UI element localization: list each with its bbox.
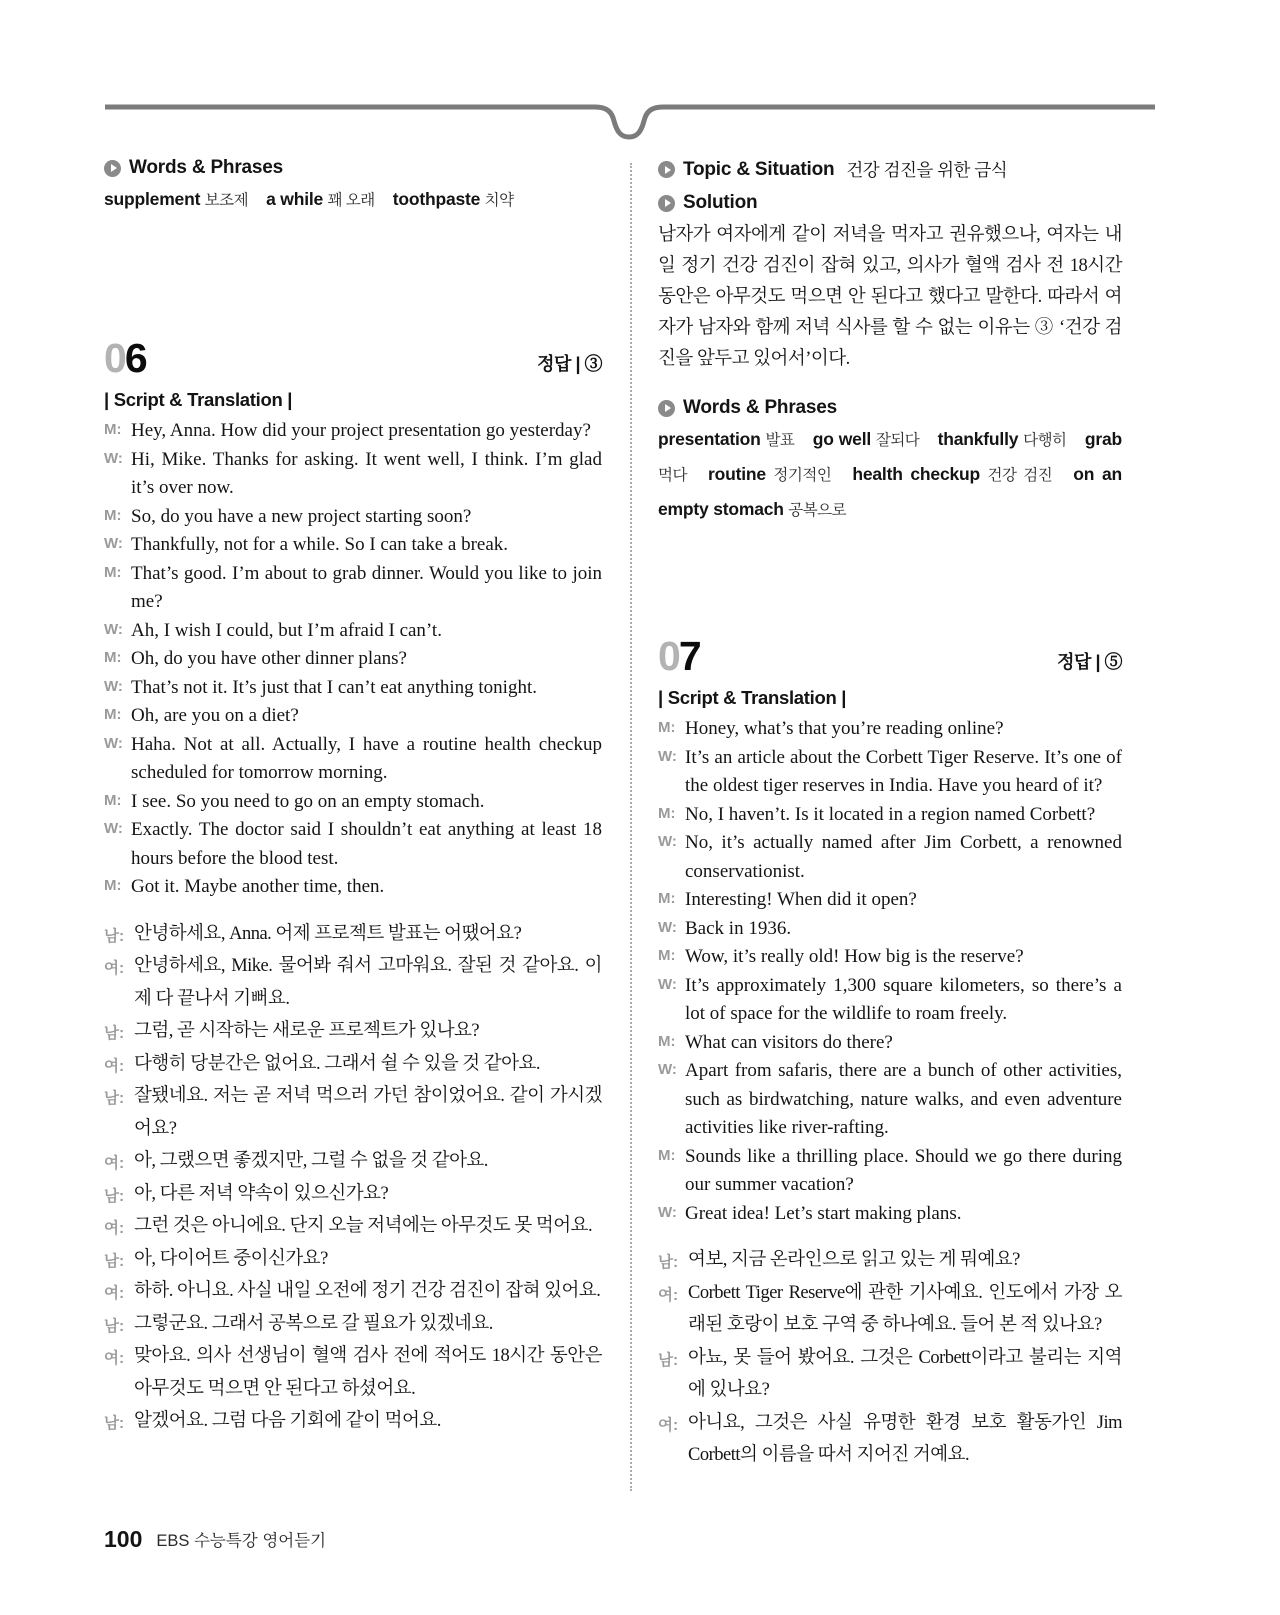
dialogue-text: Oh, are you on a diet? bbox=[131, 705, 299, 726]
question-number-zero: 0 bbox=[104, 335, 125, 381]
question-number-zero: 0 bbox=[658, 633, 679, 679]
word-ko: 발표 bbox=[765, 432, 795, 449]
dialogue-line bbox=[658, 886, 1122, 915]
dialogue-text: 여보, 지금 온라인으로 읽고 있는 게 뭐예요? bbox=[688, 1250, 1020, 1270]
dialogue-text: 안녕하세요, Mike. 물어봐 줘서 고마워요. 잘된 것 같아요. 이제 다 끝나서 기뻐요. bbox=[134, 956, 602, 1009]
word-pair bbox=[852, 464, 1053, 484]
speaker-label: 여: bbox=[104, 1350, 125, 1367]
dialogue-line bbox=[104, 645, 602, 674]
word-en: routine bbox=[708, 464, 766, 484]
dialogue-line bbox=[104, 1340, 602, 1405]
speaker-label: M: bbox=[658, 804, 676, 822]
dialogue-line bbox=[658, 829, 1122, 886]
dialogue-line bbox=[104, 1275, 602, 1308]
speaker-label: 남: bbox=[104, 1317, 125, 1335]
dialogue-korean-07 bbox=[658, 1244, 1122, 1472]
dialogue-text: Got it. Maybe another time, then. bbox=[131, 876, 385, 897]
dialogue-text: 그럼, 곧 시작하는 새로운 프로젝트가 있나요? bbox=[134, 1021, 480, 1041]
book-title: EBS 수능특강 영어듣기 bbox=[156, 1532, 327, 1550]
word-en: go well bbox=[812, 429, 872, 449]
dialogue-text: Great idea! Let’s start making plans. bbox=[685, 1202, 962, 1224]
play-icon bbox=[658, 161, 675, 178]
word-en: toothpaste bbox=[392, 189, 481, 209]
speaker-label: W: bbox=[658, 918, 677, 936]
dialogue-text: 맞아요. 의사 선생님이 혈액 검사 전에 적어도 18시간 동안은 아무것도 먹으면 안 된다고 하셨어요. bbox=[134, 1346, 602, 1399]
dialogue-text: Haha. Not at all. Actually, I have a routine health checkup scheduled for tomorrow morning. bbox=[131, 733, 602, 783]
dialogue-line bbox=[658, 744, 1122, 801]
dialogue-text: Honey, what’s that you’re reading online? bbox=[685, 718, 1004, 739]
script-translation-heading-06: | Script & Translation | bbox=[104, 389, 293, 410]
word-en: a while bbox=[266, 189, 324, 209]
word-pair bbox=[104, 189, 249, 209]
dialogue-line bbox=[104, 1243, 602, 1276]
word-en: on an empty stomach bbox=[658, 464, 1123, 519]
word-ko: 잘되다 bbox=[875, 432, 920, 449]
speaker-label: W: bbox=[658, 1061, 677, 1078]
dialogue-text: Exactly. The doctor said I shouldn’t eat anything at least 18 hours before the blood test. bbox=[131, 819, 602, 869]
speaker-label: 여: bbox=[104, 1220, 125, 1237]
dialogue-text: 그렇군요. 그래서 공복으로 갈 필요가 있겠네요. bbox=[134, 1313, 493, 1334]
dialogue-line bbox=[104, 816, 602, 873]
dialogue-line bbox=[104, 417, 602, 446]
dialogue-line bbox=[658, 715, 1122, 744]
speaker-label: 남: bbox=[104, 1415, 125, 1432]
dialogue-line bbox=[104, 918, 602, 951]
dialogue-text: 안녕하세요, Anna. 어제 프로젝트 발표는 어땠어요? bbox=[134, 923, 522, 944]
dialogue-english-06 bbox=[104, 417, 602, 902]
speaker-label: 여: bbox=[104, 1155, 125, 1172]
word-en: thankfully bbox=[937, 429, 1019, 449]
speaker-label: 남: bbox=[658, 1254, 679, 1271]
dialogue-line bbox=[104, 674, 602, 703]
dialogue-text: Interesting! When did it open? bbox=[685, 889, 917, 910]
speaker-label: 남: bbox=[104, 1090, 125, 1107]
dialogue-text: 아니요, 그것은 사실 유명한 환경 보호 활동가인 Jim Corbett의 이름을 따서 지어진 거예요. bbox=[688, 1412, 1122, 1465]
speaker-label: W: bbox=[104, 535, 123, 552]
dialogue-text: Hey, Anna. How did your project presentation go yesterday? bbox=[131, 420, 591, 441]
question-07-header bbox=[658, 633, 1122, 679]
dialogue-text: 하하. 아니요. 사실 내일 오전에 정기 건강 검진이 잡혀 있어요. bbox=[134, 1281, 601, 1301]
words-phrases-heading-right bbox=[658, 397, 1122, 419]
speaker-label: M: bbox=[104, 649, 122, 666]
speaker-label: 남: bbox=[658, 1351, 679, 1369]
solution-heading bbox=[658, 192, 1122, 214]
dialogue-english-07 bbox=[658, 715, 1122, 1228]
dialogue-line bbox=[104, 446, 602, 503]
question-06-header bbox=[104, 335, 602, 381]
speaker-label: M: bbox=[658, 1146, 676, 1164]
dialogue-line bbox=[104, 1080, 602, 1145]
speaker-label: M: bbox=[658, 890, 676, 907]
speaker-label: W: bbox=[658, 747, 677, 765]
word-en: presentation bbox=[658, 429, 761, 449]
right-column bbox=[658, 157, 1122, 1472]
dialogue-text: Hi, Mike. Thanks for asking. It went well, I think. I’m glad it’s over now. bbox=[131, 448, 602, 498]
dialogue-text: Wow, it’s really old! How big is the reserve? bbox=[685, 946, 1024, 967]
answer-badge-07: 정답 | ⑤ bbox=[1057, 652, 1122, 672]
speaker-label: W: bbox=[658, 833, 677, 850]
word-pair bbox=[392, 189, 514, 209]
dialogue-text: What can visitors do there? bbox=[685, 1031, 893, 1053]
speaker-label: W: bbox=[104, 449, 123, 467]
word-ko: 보조제 bbox=[204, 192, 249, 209]
speaker-label: W: bbox=[104, 820, 123, 837]
dialogue-line bbox=[658, 915, 1122, 944]
dialogue-text: No, it’s actually named after Jim Corbett, a renowned conservationist. bbox=[685, 832, 1122, 882]
word-en: grab bbox=[1084, 429, 1122, 449]
dialogue-line bbox=[104, 788, 602, 817]
left-column bbox=[104, 157, 602, 1438]
dialogue-line bbox=[658, 1277, 1122, 1342]
word-pair bbox=[266, 189, 375, 209]
dialogue-line bbox=[104, 1308, 602, 1341]
answer-badge-06: 정답 | ③ bbox=[537, 354, 602, 374]
dialogue-line bbox=[104, 560, 602, 617]
dialogue-line bbox=[658, 972, 1122, 1029]
speaker-label: 남: bbox=[104, 1252, 125, 1270]
question-number-06 bbox=[104, 335, 146, 381]
speaker-label: M: bbox=[104, 706, 122, 723]
dialogue-text: 알겠어요. 그럼 다음 기회에 같이 먹어요. bbox=[134, 1411, 441, 1431]
dialogue-text: It’s approximately 1,300 square kilometers, so there’s a lot of space for the wildlife to roam freely. bbox=[685, 974, 1122, 1024]
page-number: 100 bbox=[104, 1526, 143, 1552]
word-pair bbox=[658, 429, 795, 449]
word-pair bbox=[708, 464, 832, 484]
dialogue-text: Corbett Tiger Reserve에 관한 기사예요. 인도에서 가장 오래된 호랑이 보호 구역 중 하나예요. 들어 본 적 있나요? bbox=[688, 1282, 1122, 1335]
dialogue-korean-06 bbox=[104, 918, 602, 1438]
dialogue-text: 아, 다이어트 중이신가요? bbox=[134, 1248, 328, 1269]
column-divider bbox=[630, 163, 632, 1491]
play-icon bbox=[104, 160, 121, 177]
question-number-digit: 6 bbox=[124, 335, 146, 381]
word-pair bbox=[937, 429, 1067, 449]
dialogue-line bbox=[658, 1244, 1122, 1277]
speaker-label: M: bbox=[104, 791, 122, 809]
dialogue-text: Sounds like a thrilling place. Should we go there during our summer vacation? bbox=[685, 1145, 1122, 1195]
dialogue-text: That’s not it. It’s just that I can’t eat anything tonight. bbox=[131, 676, 537, 698]
solution-text: 남자가 여자에게 같이 저녁을 먹자고 권유했으나, 여자는 내일 정기 건강 검진이 잡혀 있고, 의사가 혈액 검사 전 18시간 동안은 아무것도 먹으면 안 된다고 했다고 말한다. 따라서 여자가 남자와 함께 저녁 식사를 할 수 없는 이유는 ③ ‘건강 검진을 앞두고 있어서’이다. bbox=[658, 225, 1122, 369]
dialogue-text: 아, 그랬으면 좋겠지만, 그럴 수 없을 것 같아요. bbox=[134, 1151, 488, 1171]
topic-situation-heading bbox=[658, 157, 1122, 182]
speaker-label: M: bbox=[658, 1032, 676, 1050]
speaker-label: W: bbox=[104, 620, 123, 638]
word-ko: 정기적인 bbox=[773, 467, 832, 484]
speaker-label: W: bbox=[658, 975, 677, 993]
dialogue-line bbox=[658, 801, 1122, 830]
dialogue-line bbox=[104, 731, 602, 788]
word-ko: 공복으로 bbox=[788, 502, 847, 519]
question-number-07 bbox=[658, 633, 700, 679]
speaker-label: W: bbox=[658, 1203, 677, 1221]
dialogue-line bbox=[104, 1210, 602, 1243]
speaker-label: 여: bbox=[104, 960, 125, 977]
dialogue-line bbox=[658, 1407, 1122, 1472]
dialogue-line bbox=[658, 1200, 1122, 1229]
word-en: health checkup bbox=[852, 464, 980, 484]
speaker-label: M: bbox=[658, 719, 676, 736]
words-phrases-heading-left bbox=[104, 157, 602, 179]
word-ko: 먹다 bbox=[658, 467, 687, 484]
dialogue-text: 아, 다른 저녁 약속이 있으신가요? bbox=[134, 1183, 389, 1204]
dialogue-text: 그런 것은 아니에요. 단지 오늘 저녁에는 아무것도 못 먹어요. bbox=[134, 1216, 593, 1236]
dialogue-line bbox=[104, 1015, 602, 1048]
dialogue-line bbox=[104, 1145, 602, 1178]
dialogue-line bbox=[104, 702, 602, 731]
dialogue-text: So, do you have a new project starting soon? bbox=[131, 505, 472, 527]
dialogue-text: Back in 1936. bbox=[685, 917, 792, 939]
word-ko: 치약 bbox=[484, 192, 514, 209]
dialogue-line bbox=[104, 1048, 602, 1081]
question-number-digit: 7 bbox=[678, 633, 700, 679]
dialogue-line bbox=[104, 617, 602, 646]
section-title: Words & Phrases bbox=[129, 157, 283, 178]
speaker-label: M: bbox=[104, 877, 122, 894]
word-list-right bbox=[658, 425, 1122, 530]
dialogue-text: I see. So you need to go on an empty stomach. bbox=[131, 790, 485, 812]
speaker-label: 여: bbox=[658, 1416, 679, 1434]
speaker-label: 여: bbox=[104, 1057, 125, 1075]
dialogue-text: Apart from safaris, there are a bunch of other activities, such as birdwatching, nature walks, and even adventure activities like river-rafting. bbox=[685, 1060, 1122, 1138]
speaker-label: W: bbox=[104, 677, 123, 695]
word-list-left bbox=[104, 185, 602, 220]
speaker-label: W: bbox=[104, 734, 123, 752]
section-title: Solution bbox=[683, 192, 758, 213]
script-translation-heading-07: | Script & Translation | bbox=[658, 687, 847, 708]
speaker-label: M: bbox=[104, 563, 122, 581]
speaker-label: M: bbox=[104, 506, 122, 524]
word-ko: 건강 검진 bbox=[987, 467, 1053, 484]
word-ko: 꽤 오래 bbox=[327, 192, 375, 209]
dialogue-text: Oh, do you have other dinner plans? bbox=[131, 648, 407, 669]
dialogue-text: No, I haven’t. Is it located in a region named Corbett? bbox=[685, 803, 1096, 825]
word-en: supplement bbox=[104, 189, 201, 209]
top-rule-with-notch bbox=[0, 0, 1280, 150]
dialogue-text: 아뇨, 못 들어 봤어요. 그것은 Corbett이라고 불리는 지역에 있나요? bbox=[688, 1347, 1122, 1400]
dialogue-text: 다행히 당분간은 없어요. 그래서 쉴 수 있을 것 같아요. bbox=[134, 1053, 541, 1074]
dialogue-text: Ah, I wish I could, but I’m afraid I can’t. bbox=[131, 619, 442, 641]
dialogue-line bbox=[658, 943, 1122, 972]
section-title: Topic & Situation bbox=[683, 158, 835, 180]
speaker-label: 남: bbox=[104, 1025, 125, 1042]
page-footer bbox=[104, 1526, 326, 1553]
dialogue-line bbox=[104, 531, 602, 560]
speaker-label: 여: bbox=[104, 1285, 125, 1302]
dialogue-line bbox=[104, 873, 602, 902]
dialogue-line bbox=[658, 1029, 1122, 1058]
dialogue-line bbox=[658, 1057, 1122, 1143]
dialogue-line bbox=[658, 1342, 1122, 1407]
word-pair bbox=[812, 429, 920, 449]
play-icon bbox=[658, 400, 675, 417]
word-ko: 다행히 bbox=[1023, 432, 1067, 449]
dialogue-line bbox=[104, 1178, 602, 1211]
dialogue-text: It’s an article about the Corbett Tiger Reserve. It’s one of the oldest tiger reserves in India. Have you heard of it? bbox=[685, 746, 1122, 796]
speaker-label: 여: bbox=[658, 1286, 679, 1304]
dialogue-line bbox=[104, 503, 602, 532]
speaker-label: 남: bbox=[104, 1187, 125, 1205]
dialogue-text: 잘됐네요. 저는 곧 저녁 먹으러 가던 참이었어요. 같이 가시겠어요? bbox=[134, 1086, 602, 1139]
dialogue-line bbox=[104, 950, 602, 1015]
dialogue-text: That’s good. I’m about to grab dinner. Would you like to join me? bbox=[131, 562, 602, 612]
speaker-label: M: bbox=[104, 421, 122, 438]
speaker-label: M: bbox=[658, 947, 676, 964]
dialogue-line bbox=[658, 1143, 1122, 1200]
dialogue-line bbox=[104, 1405, 602, 1438]
topic-text: 건강 검진을 위한 금식 bbox=[846, 160, 1008, 180]
speaker-label: 남: bbox=[104, 927, 125, 945]
play-icon bbox=[658, 195, 675, 212]
dialogue-text: Thankfully, not for a while. So I can take a break. bbox=[131, 534, 509, 555]
section-title: Words & Phrases bbox=[683, 397, 837, 418]
